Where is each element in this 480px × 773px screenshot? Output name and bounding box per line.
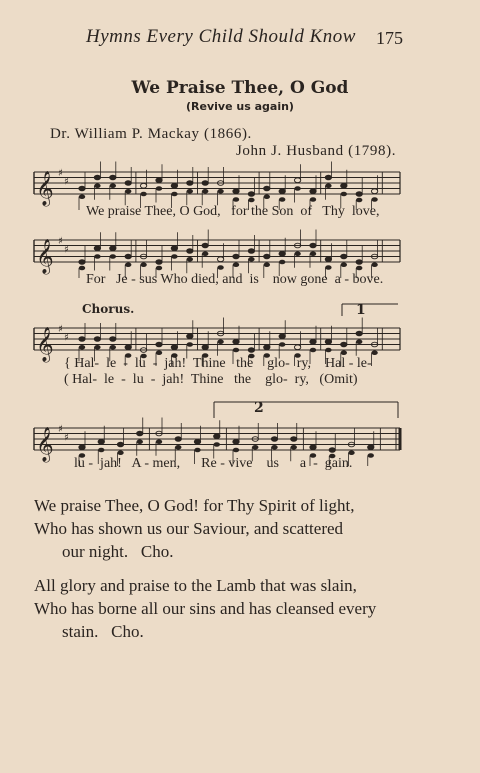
verse-2 (34, 494, 434, 563)
music-staff-2-note-head (294, 251, 300, 256)
music-staff-2-note-head (79, 266, 85, 271)
music-staff-3-note-head (187, 334, 193, 339)
page-number: 175 (376, 28, 403, 48)
music-staff-1-note-head (356, 192, 362, 197)
music-staff-4-note-head (137, 439, 143, 444)
music-staff-1-note-head (140, 192, 146, 197)
verse-2-line-1: We praise Thee, O God! for Thy Spirit of light, (34, 496, 355, 515)
music-staff-3-note-head (279, 342, 285, 347)
music-staff-4-sharp: ♯ (58, 424, 63, 435)
music-staff-4-note-head (348, 450, 354, 455)
music-staff-3-note-head (310, 339, 316, 344)
music-staff-1-note-head (202, 189, 208, 194)
music-staff-1-note-head (187, 181, 193, 186)
music-staff-2-note-head (310, 243, 316, 248)
music-staff-2-note-head (202, 251, 208, 256)
verse-2-line-2: Who has shown us our Saviour, and scattered (34, 519, 344, 538)
music-staff-2-note-head (264, 262, 270, 267)
music-staff-1-note-head (248, 192, 254, 197)
music-system-1 (30, 160, 406, 222)
music-staff-1-note-head (110, 175, 116, 180)
music-staff-3-note-head (171, 345, 177, 350)
music-staff-3-sharp: ♯ (58, 324, 63, 335)
music-staff-2-note-head (356, 260, 362, 265)
music-staff-4-note-head (137, 431, 143, 436)
music-staff-3-note-head (233, 339, 239, 344)
music-staff-2-sharp: ♯ (64, 244, 69, 256)
music-staff-1-note-head (156, 186, 162, 191)
running-title: Hymns Every Child Should Know (86, 26, 356, 47)
music-staff-1-sharp: ♯ (58, 168, 63, 179)
music-staff-1-note-head (79, 186, 85, 191)
music-staff-3-note-head (202, 345, 208, 350)
music-staff-4-note-head (329, 448, 335, 453)
verse-3-line-1: All glory and praise to the Lamb that was slain, (34, 576, 357, 595)
music-staff-4-note-head (175, 437, 181, 442)
music-staff-3-note-head (310, 348, 316, 353)
music-staff-2-note-head (325, 265, 331, 270)
music-staff-3-note-head (79, 337, 85, 342)
music-system-4 (30, 398, 406, 474)
music-staff-1-note-head (248, 198, 254, 203)
music-staff-4-treble-clef: 𝄞 (36, 427, 54, 462)
music-staff-2-note-head (171, 254, 177, 259)
music-staff-2-note-head (202, 243, 208, 248)
music-staff-4-note-head (156, 439, 162, 444)
music-staff-3-note-head (217, 339, 223, 344)
chorus-label: Chorus. (82, 302, 135, 316)
music-staff-1-note-head (202, 181, 208, 186)
music-staff-4-note-head (271, 445, 277, 450)
music-staff-1-note-head (79, 194, 85, 199)
first-ending-number: 1 (356, 302, 366, 318)
music-staff-4-note-head (310, 445, 316, 450)
music-staff-2-note-head (94, 254, 100, 259)
music-staff-2-note-head (341, 254, 347, 259)
music-staff-4-note-head (291, 445, 297, 450)
music-system-3 (30, 302, 406, 386)
music-staff-3-note-head (341, 350, 347, 355)
music-staff-2-note-head (233, 262, 239, 267)
music-staff-1-treble-clef: 𝄞 (36, 171, 54, 206)
music-staff-2-note-head (110, 246, 116, 251)
music-staff-1-note-head (279, 189, 285, 194)
music-staff-4-note-head (214, 434, 220, 439)
verse-2-line-3: our night. Cho. (62, 542, 174, 561)
music-staff-3-note-head (294, 345, 300, 350)
music-staff-3-note-head (187, 342, 193, 347)
music-staff-1-note-head (217, 189, 223, 194)
music-staff-4-note-head (194, 439, 200, 444)
music-staff-1-note-head (325, 175, 331, 180)
tune-note: (Revive us again) (186, 100, 294, 113)
music-staff-3-note-head (79, 345, 85, 350)
music-staff-2-note-head (187, 249, 193, 254)
music-staff-1-note-head (371, 197, 377, 202)
music-staff-2-note-head (140, 262, 146, 267)
music-staff-4-note-head (252, 445, 258, 450)
music-staff-2-note-head (156, 260, 162, 265)
music-staff-2-note-head (325, 257, 331, 262)
music-staff-1-note-head (371, 189, 377, 194)
music-staff-1-note-head (171, 183, 177, 188)
music-staff-3-note-head (94, 345, 100, 350)
chorus-lyric-line-2: ( Hal- le - lu - jah! Thine the glo- ry, (Omit) (64, 372, 358, 387)
music-staff-4-note-head (117, 442, 123, 447)
music-staff-1-note-head (264, 186, 270, 191)
music-staff-1 (30, 160, 406, 210)
music-staff-1-note-head (94, 183, 100, 188)
music-staff-1-note-head (156, 178, 162, 183)
music-staff-3-note-head (248, 348, 254, 353)
music-staff-2-note-head (110, 254, 116, 259)
music-staff-1-note-head (279, 197, 285, 202)
music-staff-1-note-head (233, 189, 239, 194)
music-staff-1-note-head (125, 181, 131, 186)
music-staff-2-note-head (310, 251, 316, 256)
music-staff-3-note-head (94, 337, 100, 342)
music-staff-1-note-head (356, 198, 362, 203)
music-staff-2-sharp: ♯ (58, 236, 63, 247)
composer-credit: John J. Husband (1798). (236, 143, 397, 159)
music-staff-1-note-head (310, 189, 316, 194)
music-staff-1-note-head (110, 183, 116, 188)
music-staff-4-note-head (98, 448, 104, 453)
music-staff-2-note-head (279, 260, 285, 265)
music-staff-2-note-head (125, 254, 131, 259)
music-staff-4-note-head (271, 437, 277, 442)
music-staff-1-sharp: ♯ (64, 176, 69, 188)
music-staff-2-note-head (233, 254, 239, 259)
music-staff-3-note-head (233, 348, 239, 353)
music-staff-2 (30, 228, 406, 278)
music-staff-2-note-head (341, 262, 347, 267)
music-staff-1-note-head (341, 192, 347, 197)
music-staff-2-note-head (279, 251, 285, 256)
lyric-line-4: lu - jah! A - men, Re - vive us a - gain. (74, 456, 353, 471)
music-staff-3-note-head (341, 342, 347, 347)
music-staff-2-note-head (171, 246, 177, 251)
music-staff-1-note-head (233, 197, 239, 202)
music-staff-1-note-head (187, 189, 193, 194)
music-staff-1-note-head (171, 192, 177, 197)
verse-3-line-3: stain. Cho. (62, 622, 144, 641)
music-staff-2-note-head (156, 266, 162, 271)
music-staff-3-note-head (356, 339, 362, 344)
music-staff-2-treble-clef: 𝄞 (36, 239, 54, 274)
music-staff-2-note-head (125, 262, 131, 267)
lyric-line-2: For Je - sus Who died, and is now gone a - bove. (86, 272, 384, 287)
music-staff-3-note-head (371, 350, 377, 355)
music-staff-4-note-head (233, 439, 239, 444)
music-staff-4-note-head (233, 448, 239, 453)
music-staff-3-note-head (325, 339, 331, 344)
music-staff-4-note-head (117, 450, 123, 455)
music-staff-4-note-head (194, 448, 200, 453)
music-staff-3-note-head (264, 345, 270, 350)
music-staff-1-note-head (264, 194, 270, 199)
music-staff-1-note-head (125, 189, 131, 194)
author-credit: Dr. William P. Mackay (1866). (50, 126, 252, 142)
music-staff-3-note-head (325, 348, 331, 353)
music-staff-3-note-head (125, 345, 131, 350)
music-staff-2-note-head (371, 262, 377, 267)
music-staff-3-note-head (156, 350, 162, 355)
music-staff-3-sharp: ♯ (64, 332, 69, 344)
verse-3 (34, 574, 434, 643)
chorus-lyric-line-1: { Hal- le - lu - jah! Thine the glo- ry, Hal - le- (64, 356, 372, 371)
music-staff-1-note-head (294, 178, 300, 183)
music-staff-1-note-head (140, 183, 146, 188)
music-staff-1-note-head (310, 197, 316, 202)
music-staff-4-note-head (291, 437, 297, 442)
music-staff-4-note-head (368, 453, 374, 458)
lyric-line-1: We praise Thee, O God, for the Son of Thy love, (86, 204, 380, 219)
music-staff-4-note-head (214, 442, 220, 447)
music-staff-2-note-head (248, 249, 254, 254)
music-staff-3-treble-clef: 𝄞 (36, 327, 54, 362)
music-staff-3-note-head (110, 345, 116, 350)
music-staff-2-note-head (217, 257, 223, 262)
music-staff-4-note-head (79, 445, 85, 450)
music-staff-1-note-head (341, 183, 347, 188)
music-staff-1-note-head (325, 183, 331, 188)
music-staff-2-note-head (79, 260, 85, 265)
hymn-title: We Praise Thee, O God (131, 78, 349, 98)
music-staff-2-note-head (264, 254, 270, 259)
music-staff-1-note-head (94, 175, 100, 180)
music-staff-4-note-head (98, 439, 104, 444)
music-staff-4-note-head (175, 445, 181, 450)
music-staff-2-note-head (248, 257, 254, 262)
music-staff-2-note-head (94, 246, 100, 251)
verse-3-line-2: Who has borne all our sins and has cleansed every (34, 599, 377, 618)
music-staff-3-note-head (279, 334, 285, 339)
second-ending-number: 2 (254, 400, 264, 416)
music-staff-3-note-head (110, 337, 116, 342)
music-staff-1-note-head (294, 186, 300, 191)
music-staff-2-note-head (356, 266, 362, 271)
music-staff-2-note-head (217, 265, 223, 270)
music-staff-3-note-head (356, 331, 362, 336)
music-staff-2-note-head (187, 257, 193, 262)
music-system-2 (30, 228, 406, 290)
music-staff-3-note-head (156, 342, 162, 347)
music-staff-4-sharp: ♯ (64, 432, 69, 444)
music-staff-4-note-head (368, 445, 374, 450)
